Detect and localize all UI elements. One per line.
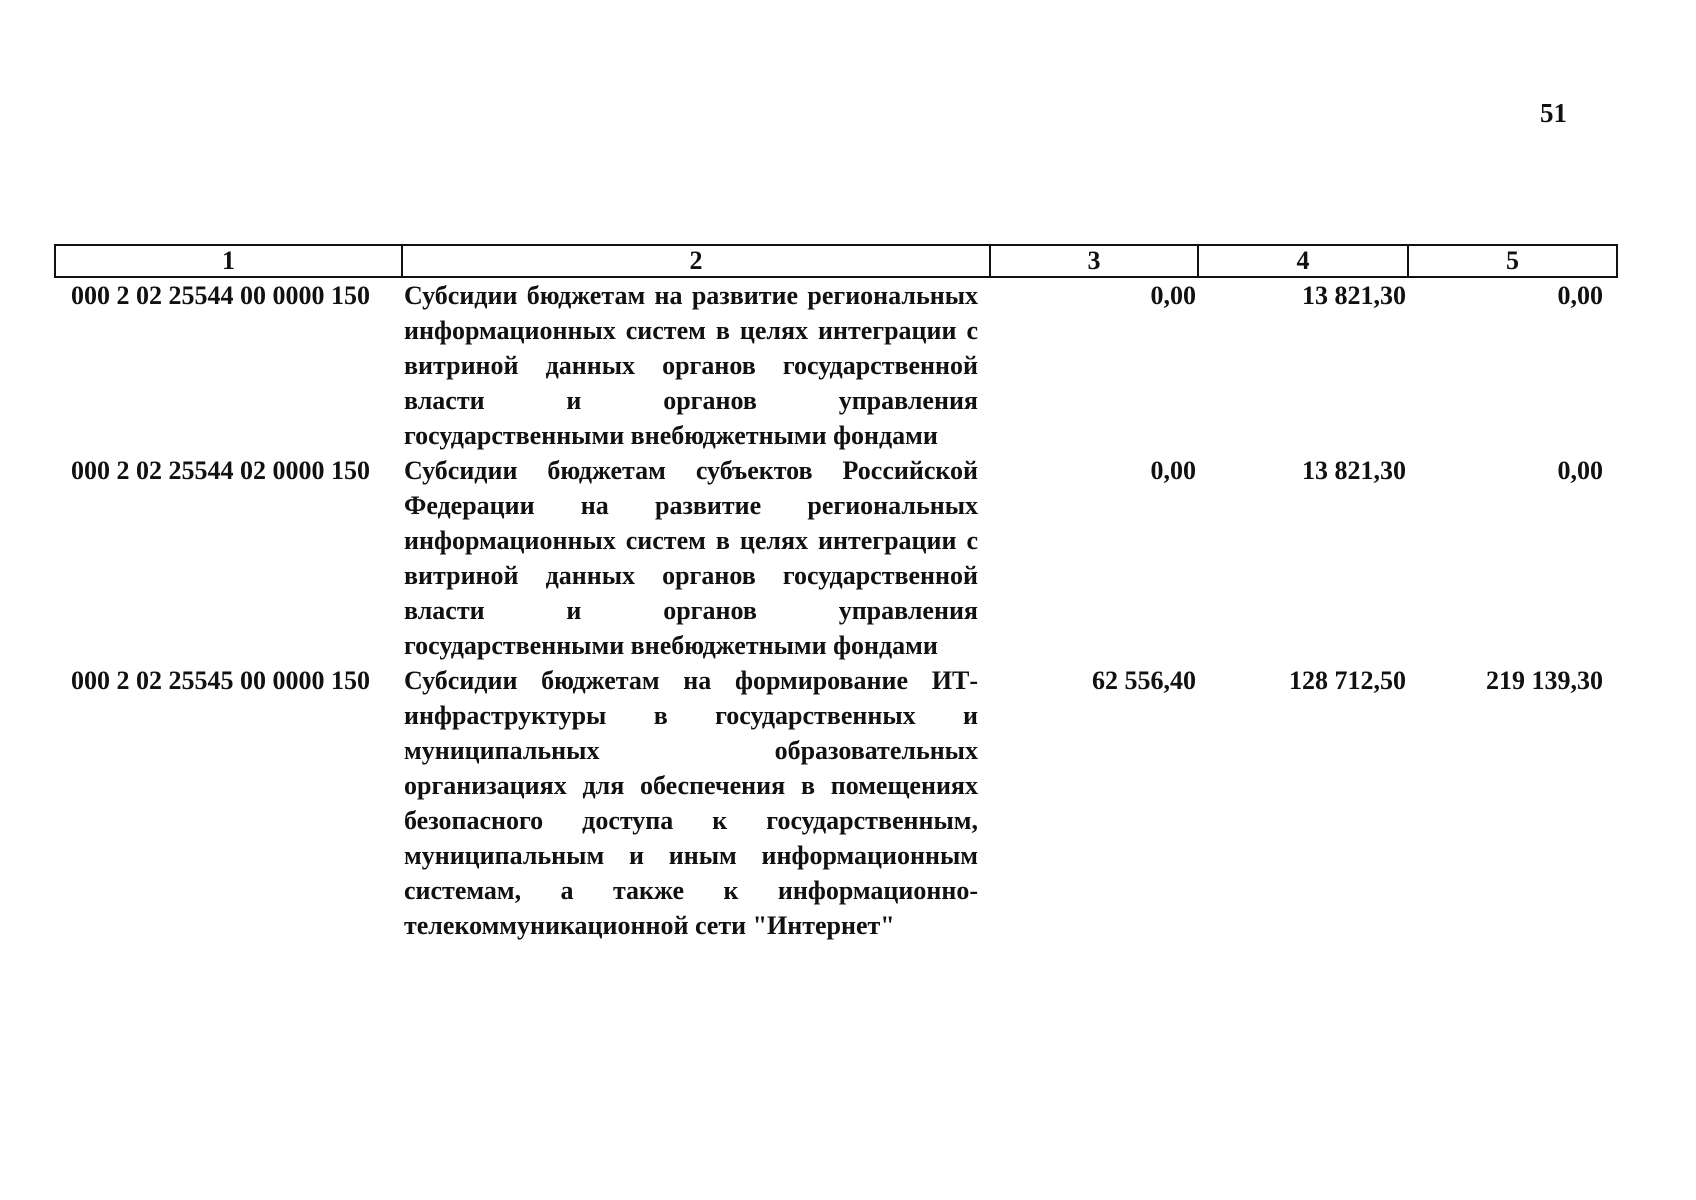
value-col-4: 128 712,50 — [1289, 666, 1406, 695]
header-col-3: 3 — [990, 245, 1198, 277]
header-col-1: 1 — [55, 245, 402, 277]
description: Субсидии бюджетам субъектов Российской Федерации на развитие региональных информационных систем в целях интеграции с витриной данных органов государственной власти и органов управления государственными внебюджетными фондами — [404, 456, 978, 660]
header-col-5: 5 — [1408, 245, 1617, 277]
header-col-2: 2 — [402, 245, 990, 277]
value-col-5: 0,00 — [1557, 281, 1603, 310]
value-col-4: 13 821,30 — [1302, 281, 1406, 310]
value-col-3: 0,00 — [1150, 281, 1196, 310]
value-col-5: 0,00 — [1557, 456, 1603, 485]
table-header-row — [55, 245, 1617, 277]
value-col-3: 0,00 — [1150, 456, 1196, 485]
budget-code: 000 2 02 25544 02 0000 150 — [71, 456, 370, 485]
page-number: 51 — [1540, 98, 1567, 128]
budget-table — [54, 244, 1618, 943]
description: Субсидии бюджетам на формирование ИТ-инфраструктуры в государственных и муниципальных образовательных организациях для обеспечения в помещениях безопасного доступа к государственным, муниципальным и иным информационным системам, а также к информационно-телекоммуникационной сети "Интернет" — [404, 666, 978, 940]
budget-code: 000 2 02 25545 00 0000 150 — [71, 666, 370, 695]
value-col-3: 62 556,40 — [1092, 666, 1196, 695]
table-row — [55, 663, 1617, 943]
table-row — [55, 453, 1617, 663]
table-row — [55, 277, 1617, 453]
description: Субсидии бюджетам на развитие региональных информационных систем в целях интеграции с витриной данных органов государственной власти и органов управления государственными внебюджетными фондами — [404, 281, 978, 450]
value-col-5: 219 139,30 — [1486, 666, 1603, 695]
header-col-4: 4 — [1198, 245, 1408, 277]
value-col-4: 13 821,30 — [1302, 456, 1406, 485]
budget-code: 000 2 02 25544 00 0000 150 — [71, 281, 370, 310]
